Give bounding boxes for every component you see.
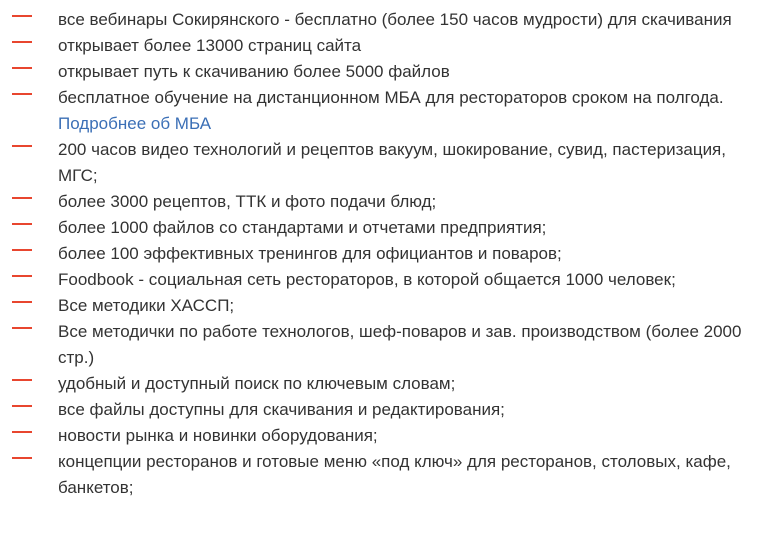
dash-icon [12,431,32,433]
list-item-text: новости рынка и новинки оборудования; [58,426,378,445]
list-item [0,189,760,215]
list-item [0,241,760,267]
list-item-text: Все методики ХАССП; [58,296,235,315]
list-item [0,215,760,241]
dash-icon [12,15,32,17]
dash-icon [12,275,32,277]
list-item-text: 200 часов видео технологий и рецептов вакуум, шокирование, сувид, пастеризация, МГС; [58,140,726,185]
list-item-text: открывает путь к скачиванию более 5000 файлов [58,62,450,81]
list-item [0,267,760,293]
list-item [0,371,760,397]
dash-icon [12,41,32,43]
dash-icon [12,145,32,147]
list-item [0,423,760,449]
list-item-text: более 1000 файлов со стандартами и отчетами предприятия; [58,218,547,237]
dash-icon [12,457,32,459]
list-item [0,85,760,137]
list-item-text: удобный и доступный поиск по ключевым словам; [58,374,456,393]
dash-icon [12,197,32,199]
list-item [0,59,760,85]
list-item [0,397,760,423]
list-item [0,7,760,33]
list-item-text: более 3000 рецептов, ТТК и фото подачи блюд; [58,192,437,211]
dash-icon [12,379,32,381]
list-item [0,137,760,189]
dash-icon [12,405,32,407]
dash-icon [12,327,32,329]
dash-icon [12,223,32,225]
list-item [0,293,760,319]
list-item-text: бесплатное обучение на дистанционном МБА для рестораторов сроком на полгода. [58,88,724,107]
dash-icon [12,301,32,303]
list-item-text: концепции ресторанов и готовые меню «под ключ» для ресторанов, столовых, кафе, банкетов; [58,452,731,497]
list-item [0,449,760,501]
list-item-text: Foodbook - социальная сеть рестораторов, в которой общается 1000 человек; [58,270,676,289]
list-item [0,33,760,59]
list-item-text: открывает более 13000 страниц сайта [58,36,362,55]
mba-details-link[interactable]: Подробнее об МБА [58,114,212,133]
list-item-text: все вебинары Сокирянского - бесплатно (более 150 часов мудрости) для скачивания [58,10,732,29]
dash-icon [12,249,32,251]
dash-icon [12,67,32,69]
list-item-text: все файлы доступны для скачивания и редактирования; [58,400,505,419]
list-item-text: Все методички по работе технологов, шеф-поваров и зав. производством (более 2000 стр.) [58,322,742,367]
dash-icon [12,93,32,95]
list-item-text: более 100 эффективных тренингов для официантов и поваров; [58,244,562,263]
list-item [0,319,760,371]
